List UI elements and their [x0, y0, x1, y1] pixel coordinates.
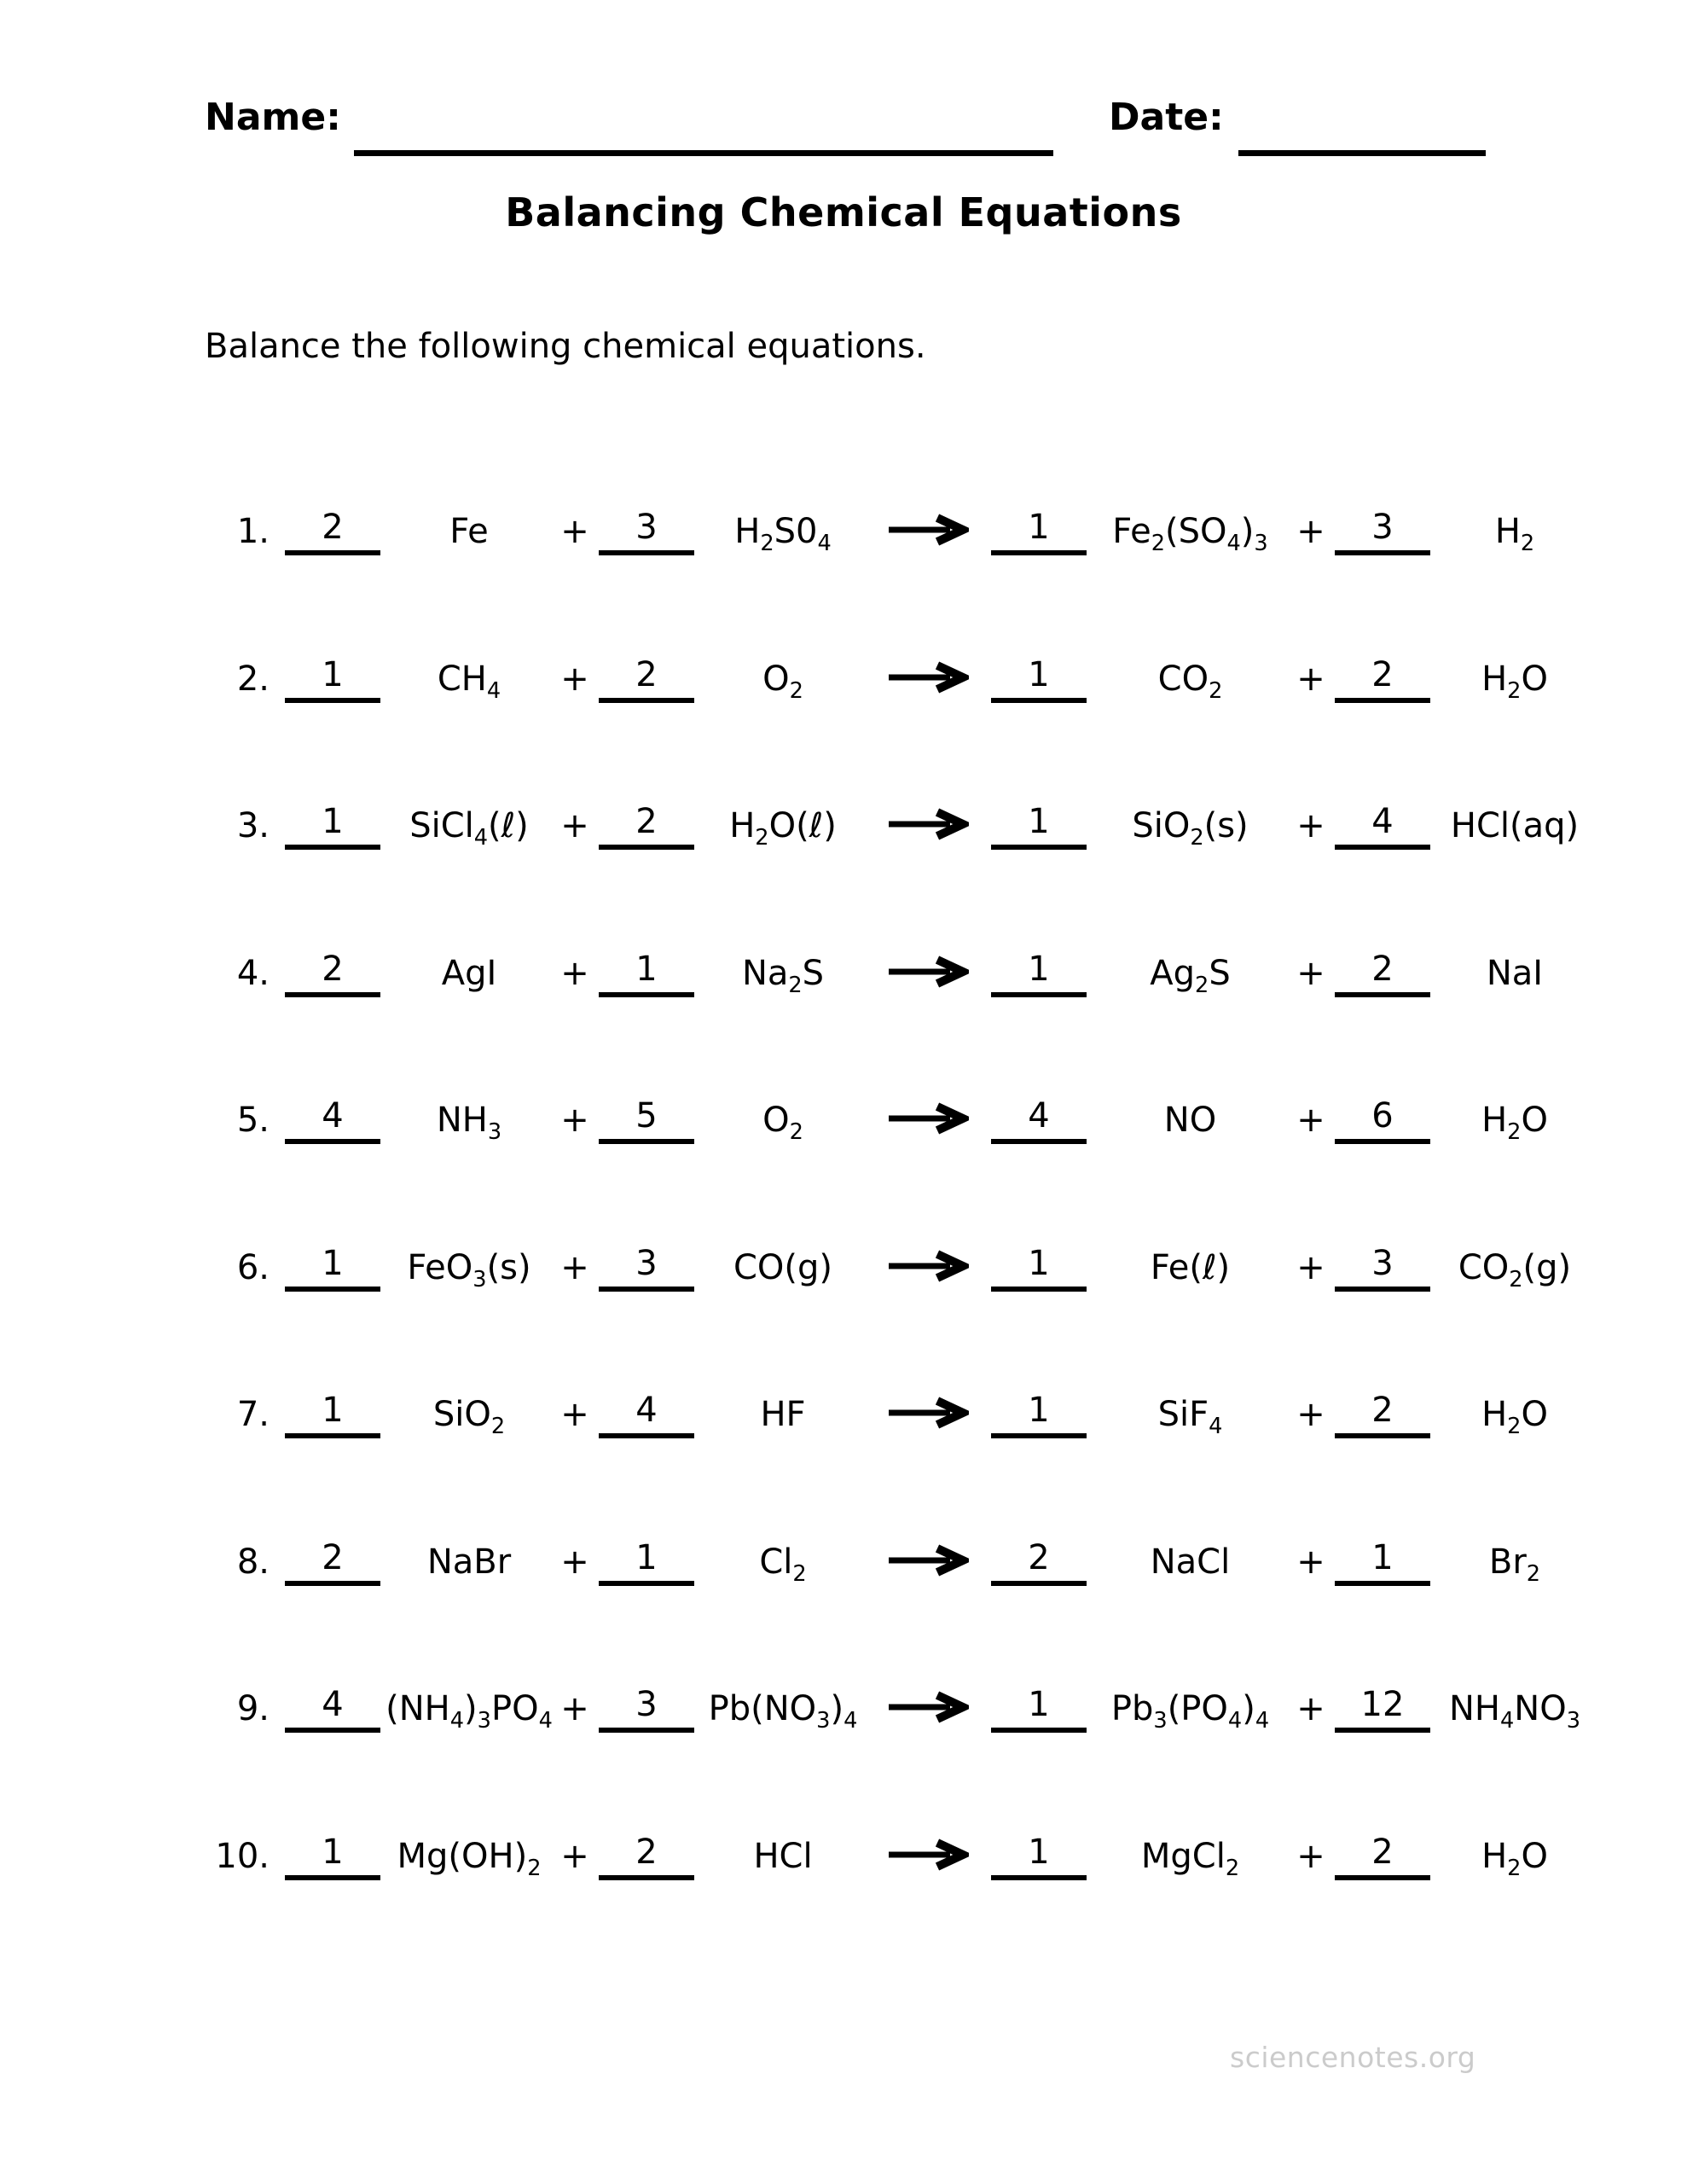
equation-row	[200, 606, 1596, 753]
reactant-formula: $Na_2S$	[741, 953, 825, 998]
equation-number: 6.	[236, 1247, 270, 1287]
name-label: Name:	[205, 96, 341, 139]
coefficient-value: 1	[1028, 1391, 1050, 1431]
product-formula: SiF$_4$	[1157, 1395, 1223, 1440]
name-blank-line	[354, 150, 1053, 156]
coefficient-blank	[599, 1685, 694, 1733]
coefficient-value: 1	[322, 1832, 344, 1872]
coefficient-blank	[285, 508, 380, 555]
equation-row	[200, 752, 1596, 900]
coefficient-cell	[281, 1096, 384, 1144]
coefficient-blank	[1335, 1685, 1430, 1733]
coefficient-value: 2	[1371, 1832, 1394, 1872]
coefficient-value: 12	[1360, 1685, 1405, 1725]
equation-row	[200, 1047, 1596, 1194]
coefficient-cell	[595, 950, 698, 997]
coefficient-value: 1	[322, 802, 344, 842]
equation-row	[200, 458, 1596, 606]
plus-icon: +	[560, 806, 589, 846]
coefficient-value: 3	[1371, 508, 1394, 548]
coefficient-cell	[988, 508, 1090, 555]
reactant-formula: $H_2O(\ell)$	[729, 806, 837, 851]
coefficient-value: 1	[322, 1243, 344, 1283]
arrow-glyph	[887, 1250, 969, 1291]
coefficient-blank	[991, 1538, 1087, 1586]
coefficient-value: 3	[1371, 1243, 1394, 1283]
coefficient-cell	[595, 802, 698, 850]
coefficient-value: 2	[1371, 1391, 1394, 1431]
coefficient-cell	[988, 1391, 1090, 1438]
coefficient-cell	[1331, 1391, 1434, 1438]
equation-row	[200, 1489, 1596, 1636]
plus-icon: +	[1296, 512, 1325, 552]
coefficient-blank	[991, 1833, 1087, 1880]
coefficient-cell	[595, 1244, 698, 1292]
coefficient-blank	[599, 1244, 694, 1292]
coefficient-value: 4	[322, 1685, 344, 1725]
arrow-glyph	[887, 1397, 969, 1438]
coefficient-blank	[991, 1096, 1087, 1144]
reactant-formula: NaBr	[426, 1542, 512, 1582]
coefficient-cell	[988, 802, 1090, 850]
reaction-arrow-icon	[868, 1836, 988, 1877]
reactant-formula: $Pb(NO_3)_4$	[708, 1689, 858, 1734]
coefficient-blank	[599, 1538, 694, 1586]
arrow-glyph	[887, 514, 969, 555]
coefficient-cell	[1331, 508, 1434, 555]
coefficient-cell	[281, 950, 384, 997]
coefficient-cell	[1331, 655, 1434, 703]
coefficient-value: 4	[1028, 1096, 1050, 1136]
reaction-arrow-icon	[868, 1394, 988, 1435]
coefficient-blank	[599, 1096, 694, 1144]
coefficient-cell	[281, 508, 384, 555]
product-formula: $H_2O$	[1481, 1395, 1548, 1440]
reaction-arrow-icon	[868, 1542, 988, 1583]
reaction-arrow-icon	[868, 1688, 988, 1729]
arrow-glyph	[887, 808, 969, 849]
coefficient-cell	[988, 1833, 1090, 1880]
equations-list	[200, 458, 1596, 1930]
reaction-arrow-icon	[868, 953, 988, 994]
product-formula: NaI	[1486, 953, 1544, 993]
coefficient-blank	[1335, 508, 1430, 555]
coefficient-cell	[281, 1244, 384, 1292]
coefficient-cell	[1331, 1538, 1434, 1586]
coefficient-blank	[285, 1538, 380, 1586]
product-formula: $Br_2$	[1488, 1542, 1541, 1587]
coefficient-value: 2	[635, 654, 658, 694]
equation-number: 3.	[236, 806, 270, 846]
plus-icon: +	[560, 659, 589, 699]
coefficient-value: 3	[635, 1243, 658, 1283]
reactant-formula: $Mg(OH)_2$	[397, 1836, 542, 1881]
product-formula: $H_2O$	[1481, 1836, 1548, 1881]
arrow-glyph	[887, 661, 969, 702]
instruction-text: Balance the following chemical equations.	[205, 327, 926, 366]
coefficient-cell	[1331, 1833, 1434, 1880]
coefficient-value: 3	[635, 508, 658, 548]
plus-icon: +	[1296, 1689, 1325, 1729]
coefficient-cell	[281, 1391, 384, 1438]
coefficient-value: 2	[1371, 949, 1394, 989]
coefficient-blank	[1335, 950, 1430, 997]
plus-icon: +	[1296, 659, 1325, 699]
reactant-formula: SiCl$_4$(ℓ)	[409, 806, 529, 851]
plus-icon: +	[1296, 1101, 1325, 1141]
coefficient-cell	[595, 1833, 698, 1880]
product-formula: $Pb_3(PO_4)_4$	[1110, 1689, 1270, 1734]
reactant-formula: FeO$_3$(s)	[407, 1247, 531, 1292]
coefficient-blank	[599, 655, 694, 703]
arrow-glyph	[887, 1544, 969, 1585]
coefficient-value: 1	[1028, 654, 1050, 694]
coefficient-cell	[595, 1685, 698, 1733]
coefficient-cell	[1331, 1244, 1434, 1292]
plus-icon: +	[560, 953, 589, 993]
coefficient-value: 1	[1028, 949, 1050, 989]
coefficient-value: 6	[1371, 1096, 1394, 1136]
coefficient-cell	[281, 1538, 384, 1586]
coefficient-cell	[281, 1685, 384, 1733]
coefficient-value: 1	[1028, 1243, 1050, 1283]
equation-row	[200, 1341, 1596, 1489]
product-formula: NaCl	[1150, 1542, 1231, 1582]
reactant-formula: HCl	[753, 1836, 813, 1876]
coefficient-cell	[988, 1244, 1090, 1292]
coefficient-blank	[991, 950, 1087, 997]
coefficient-cell	[988, 1685, 1090, 1733]
coefficient-value: 1	[1028, 802, 1050, 842]
coefficient-blank	[599, 950, 694, 997]
equation-number: 5.	[236, 1101, 270, 1141]
coefficient-value: 1	[322, 1391, 344, 1431]
coefficient-blank	[1335, 1244, 1430, 1292]
product-formula: HCl(aq)	[1450, 806, 1580, 846]
coefficient-value: 4	[635, 1391, 658, 1431]
coefficient-cell	[1331, 1096, 1434, 1144]
coefficient-blank	[599, 802, 694, 850]
coefficient-blank	[991, 802, 1087, 850]
equation-row	[200, 1635, 1596, 1783]
arrow-glyph	[887, 1691, 969, 1732]
coefficient-blank	[285, 1244, 380, 1292]
coefficient-value: 1	[1028, 508, 1050, 548]
reactant-formula: Fe	[449, 512, 489, 552]
coefficient-blank	[1335, 802, 1430, 850]
coefficient-blank	[599, 1833, 694, 1880]
coefficient-cell	[988, 1096, 1090, 1144]
equation-number: 4.	[236, 953, 270, 993]
equation-number: 10.	[215, 1836, 270, 1876]
coefficient-blank	[285, 1685, 380, 1733]
coefficient-cell	[281, 655, 384, 703]
reactant-formula: CO(g)	[733, 1247, 832, 1287]
coefficient-value: 2	[322, 1537, 344, 1577]
product-formula: $Ag_2S$	[1150, 953, 1231, 998]
product-formula: $H_2$	[1494, 512, 1535, 557]
coefficient-cell	[988, 655, 1090, 703]
reactant-formula: $(NH_4)_3PO_4$	[386, 1689, 553, 1734]
coefficient-cell	[595, 1096, 698, 1144]
plus-icon: +	[560, 1247, 589, 1287]
plus-icon: +	[560, 1395, 589, 1435]
coefficient-blank	[991, 655, 1087, 703]
plus-icon: +	[1296, 953, 1325, 993]
coefficient-value: 3	[635, 1685, 658, 1725]
coefficient-blank	[991, 1685, 1087, 1733]
coefficient-cell	[281, 802, 384, 850]
coefficient-blank	[1335, 1391, 1430, 1438]
coefficient-cell	[595, 655, 698, 703]
reaction-arrow-icon	[868, 805, 988, 846]
reactant-formula: HF	[760, 1395, 806, 1435]
plus-icon: +	[560, 1689, 589, 1729]
plus-icon: +	[560, 1101, 589, 1141]
plus-icon: +	[560, 512, 589, 552]
equation-number: 7.	[236, 1395, 270, 1435]
product-formula: $Fe_2(SO_4)_3$	[1112, 512, 1268, 557]
plus-icon: +	[560, 1836, 589, 1876]
reactant-formula: $Cl_2$	[759, 1542, 807, 1587]
page-title: Balancing Chemical Equations	[505, 189, 1182, 235]
coefficient-blank	[599, 1391, 694, 1438]
arrow-glyph	[887, 1838, 969, 1879]
coefficient-value: 5	[635, 1096, 658, 1136]
equation-number: 2.	[236, 659, 270, 699]
coefficient-value: 1	[1371, 1537, 1394, 1577]
equation-number: 8.	[236, 1542, 270, 1582]
product-formula: NO	[1163, 1101, 1217, 1141]
reaction-arrow-icon	[868, 659, 988, 700]
reactant-formula: $H_2S0_4$	[734, 512, 832, 557]
coefficient-blank	[1335, 1538, 1430, 1586]
reaction-arrow-icon	[868, 1247, 988, 1288]
footer-site-text: sciencenotes.org	[1230, 2041, 1476, 2074]
coefficient-blank	[285, 1096, 380, 1144]
plus-icon: +	[1296, 1542, 1325, 1582]
product-formula: $CO_2(g)$	[1458, 1247, 1572, 1292]
reactant-formula: SiO$_2$	[432, 1395, 506, 1440]
coefficient-blank	[991, 1244, 1087, 1292]
reactant-formula: AgI	[441, 953, 497, 993]
coefficient-cell	[595, 1538, 698, 1586]
coefficient-blank	[991, 508, 1087, 555]
plus-icon: +	[1296, 1836, 1325, 1876]
coefficient-blank	[599, 508, 694, 555]
product-formula: MgCl$_2$	[1140, 1836, 1240, 1881]
coefficient-value: 2	[322, 508, 344, 548]
date-label: Date:	[1109, 96, 1224, 139]
plus-icon: +	[1296, 1395, 1325, 1435]
product-formula: $H_2O$	[1481, 659, 1548, 704]
coefficient-value: 4	[322, 1096, 344, 1136]
reactant-formula: $O_2$	[762, 659, 803, 704]
equation-number: 9.	[236, 1689, 270, 1729]
coefficient-value: 2	[635, 1832, 658, 1872]
reactant-formula: $CH_4$	[437, 659, 501, 704]
equation-number: 1.	[236, 512, 270, 552]
plus-icon: +	[1296, 1247, 1325, 1287]
plus-icon: +	[560, 1542, 589, 1582]
coefficient-blank	[285, 1833, 380, 1880]
plus-icon: +	[1296, 806, 1325, 846]
reaction-arrow-icon	[868, 511, 988, 552]
coefficient-value: 1	[1028, 1832, 1050, 1872]
coefficient-blank	[1335, 655, 1430, 703]
coefficient-value: 2	[1028, 1537, 1050, 1577]
equation-row	[200, 900, 1596, 1048]
date-blank-line	[1238, 150, 1486, 156]
coefficient-blank	[991, 1391, 1087, 1438]
coefficient-value: 1	[635, 949, 658, 989]
coefficient-value: 2	[635, 802, 658, 842]
product-formula: $NH_4NO_3$	[1449, 1689, 1580, 1734]
reactant-formula: $NH_3$	[436, 1101, 502, 1146]
coefficient-value: 1	[322, 654, 344, 694]
coefficient-blank	[285, 950, 380, 997]
coefficient-cell	[595, 1391, 698, 1438]
coefficient-value: 2	[1371, 654, 1394, 694]
product-formula: SiO$_2$(s)	[1132, 806, 1249, 851]
coefficient-blank	[285, 655, 380, 703]
coefficient-blank	[1335, 1833, 1430, 1880]
coefficient-cell	[988, 1538, 1090, 1586]
product-formula: $H_2O$	[1481, 1101, 1548, 1146]
coefficient-cell	[281, 1833, 384, 1880]
product-formula: $CO_2$	[1157, 659, 1223, 704]
coefficient-cell	[1331, 1685, 1434, 1733]
coefficient-blank	[1335, 1096, 1430, 1144]
coefficient-value: 1	[1028, 1685, 1050, 1725]
equation-row	[200, 1194, 1596, 1342]
coefficient-cell	[595, 508, 698, 555]
coefficient-cell	[1331, 802, 1434, 850]
arrow-glyph	[887, 1102, 969, 1143]
coefficient-value: 1	[635, 1537, 658, 1577]
reaction-arrow-icon	[868, 1100, 988, 1141]
reactant-formula: $O_2$	[762, 1101, 803, 1146]
coefficient-value: 4	[1371, 802, 1394, 842]
coefficient-value: 2	[322, 949, 344, 989]
product-formula: Fe(ℓ)	[1150, 1247, 1231, 1287]
equation-row	[200, 1783, 1596, 1931]
coefficient-cell	[988, 950, 1090, 997]
coefficient-blank	[285, 802, 380, 850]
coefficient-cell	[1331, 950, 1434, 997]
coefficient-blank	[285, 1391, 380, 1438]
arrow-glyph	[887, 956, 969, 996]
